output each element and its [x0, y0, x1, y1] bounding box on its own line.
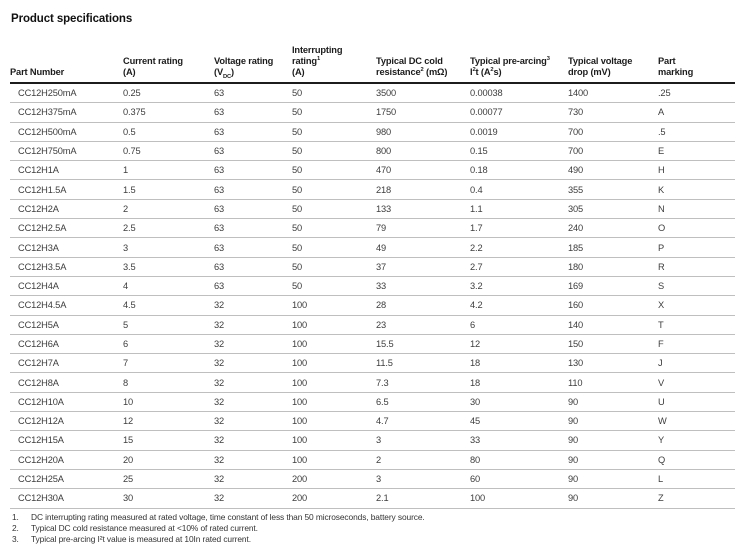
cell-part-marking: O: [658, 219, 735, 238]
cell-current-rating: 20: [123, 450, 214, 469]
table-row: [10, 219, 735, 238]
cell-voltage-rating: 32: [214, 334, 292, 353]
column-header-voltage-rating: Voltage rating $(V_{DC})$: [214, 40, 292, 83]
cell-current-rating: 0.375: [123, 103, 214, 122]
cell-dc-cold-resistance: 15.5: [376, 334, 470, 353]
cell-part-marking: L: [658, 469, 735, 488]
cell-voltage-drop: 180: [568, 257, 658, 276]
cell-voltage-rating: 63: [214, 103, 292, 122]
cell-part-number: CC12H4.5A: [10, 296, 123, 315]
cell-part-number: CC12H20A: [10, 450, 123, 469]
cell-pre-arcing-i2t: 0.15: [470, 141, 568, 160]
cell-interrupting-rating: 50: [292, 276, 376, 295]
cell-interrupting-rating: 100: [292, 450, 376, 469]
cell-voltage-rating: 32: [214, 489, 292, 508]
table-row: [10, 141, 735, 160]
table-row: [10, 315, 735, 334]
cell-part-marking: J: [658, 354, 735, 373]
cell-interrupting-rating: 50: [292, 219, 376, 238]
cell-part-marking: P: [658, 238, 735, 257]
cell-current-rating: 4.5: [123, 296, 214, 315]
cell-interrupting-rating: 100: [292, 431, 376, 450]
cell-part-number: CC12H500mA: [10, 122, 123, 141]
cell-part-number: CC12H250mA: [10, 83, 123, 103]
cell-part-number: CC12H6A: [10, 334, 123, 353]
cell-pre-arcing-i2t: 1.1: [470, 199, 568, 218]
table-row: [10, 450, 735, 469]
cell-voltage-rating: 63: [214, 83, 292, 103]
cell-voltage-rating: 32: [214, 296, 292, 315]
cell-part-marking: .5: [658, 122, 735, 141]
cell-voltage-rating: 32: [214, 450, 292, 469]
cell-dc-cold-resistance: 3: [376, 469, 470, 488]
cell-part-number: CC12H2A: [10, 199, 123, 218]
cell-interrupting-rating: 100: [292, 315, 376, 334]
cell-part-number: CC12H3A: [10, 238, 123, 257]
cell-voltage-drop: 240: [568, 219, 658, 238]
cell-voltage-drop: 700: [568, 122, 658, 141]
cell-current-rating: 25: [123, 469, 214, 488]
cell-pre-arcing-i2t: 3.2: [470, 276, 568, 295]
cell-current-rating: 7: [123, 354, 214, 373]
cell-part-marking: S: [658, 276, 735, 295]
cell-part-marking: H: [658, 161, 735, 180]
table-row: [10, 276, 735, 295]
cell-part-number: CC12H3.5A: [10, 257, 123, 276]
cell-voltage-rating: 63: [214, 199, 292, 218]
cell-part-marking: X: [658, 296, 735, 315]
column-header-part-marking: Part marking: [658, 40, 735, 83]
cell-dc-cold-resistance: 470: [376, 161, 470, 180]
cell-current-rating: 3.5: [123, 257, 214, 276]
cell-voltage-drop: 185: [568, 238, 658, 257]
table-row: [10, 392, 735, 411]
cell-interrupting-rating: 100: [292, 334, 376, 353]
footnote-text: Typical DC cold resistance measured at <10% of rated current.: [31, 522, 258, 533]
cell-voltage-drop: 305: [568, 199, 658, 218]
cell-pre-arcing-i2t: 45: [470, 412, 568, 431]
cell-dc-cold-resistance: 4.7: [376, 412, 470, 431]
cell-voltage-rating: 63: [214, 257, 292, 276]
cell-voltage-rating: 63: [214, 180, 292, 199]
cell-part-marking: U: [658, 392, 735, 411]
table-row: [10, 161, 735, 180]
cell-voltage-drop: 150: [568, 334, 658, 353]
cell-part-number: CC12H12A: [10, 412, 123, 431]
cell-dc-cold-resistance: 2.1: [376, 489, 470, 508]
cell-dc-cold-resistance: 7.3: [376, 373, 470, 392]
cell-current-rating: 8: [123, 373, 214, 392]
cell-pre-arcing-i2t: 2.7: [470, 257, 568, 276]
cell-pre-arcing-i2t: 60: [470, 469, 568, 488]
cell-interrupting-rating: 100: [292, 412, 376, 431]
cell-part-marking: T: [658, 315, 735, 334]
column-header-part-number: Part Number: [10, 40, 123, 83]
cell-part-number: CC12H7A: [10, 354, 123, 373]
cell-voltage-rating: 32: [214, 315, 292, 334]
table-row: [10, 103, 735, 122]
cell-interrupting-rating: 200: [292, 489, 376, 508]
cell-current-rating: 2: [123, 199, 214, 218]
product-spec-table-container: [10, 40, 735, 509]
cell-voltage-rating: 63: [214, 238, 292, 257]
column-header-current-rating: Current rating (A): [123, 40, 214, 83]
cell-voltage-drop: 90: [568, 469, 658, 488]
table-row: [10, 412, 735, 431]
footnote: [12, 512, 722, 523]
cell-pre-arcing-i2t: 0.00077: [470, 103, 568, 122]
cell-pre-arcing-i2t: 0.0019: [470, 122, 568, 141]
footnote-text: Typical pre-arcing I²t value is measured at 10In rated current.: [31, 533, 251, 544]
cell-part-number: CC12H4A: [10, 276, 123, 295]
cell-current-rating: 2.5: [123, 219, 214, 238]
cell-part-marking: E: [658, 141, 735, 160]
cell-current-rating: 0.5: [123, 122, 214, 141]
cell-interrupting-rating: 50: [292, 199, 376, 218]
cell-pre-arcing-i2t: 30: [470, 392, 568, 411]
cell-voltage-rating: 32: [214, 431, 292, 450]
cell-voltage-rating: 32: [214, 373, 292, 392]
cell-pre-arcing-i2t: 18: [470, 373, 568, 392]
header-row: [10, 40, 735, 83]
table-row: [10, 431, 735, 450]
cell-voltage-drop: 90: [568, 412, 658, 431]
cell-pre-arcing-i2t: 100: [470, 489, 568, 508]
column-header-interrupting-rating: Interrupting rating$^1$ (A): [292, 40, 376, 83]
cell-current-rating: 4: [123, 276, 214, 295]
cell-part-number: CC12H25A: [10, 469, 123, 488]
cell-current-rating: 15: [123, 431, 214, 450]
cell-interrupting-rating: 50: [292, 180, 376, 199]
table-row: [10, 180, 735, 199]
cell-part-number: CC12H30A: [10, 489, 123, 508]
cell-interrupting-rating: 100: [292, 354, 376, 373]
cell-voltage-drop: 140: [568, 315, 658, 334]
footnote: [12, 523, 722, 534]
cell-current-rating: 6: [123, 334, 214, 353]
cell-pre-arcing-i2t: 2.2: [470, 238, 568, 257]
cell-pre-arcing-i2t: 6: [470, 315, 568, 334]
table-header: [10, 40, 735, 83]
cell-dc-cold-resistance: 3500: [376, 83, 470, 103]
cell-voltage-rating: 63: [214, 122, 292, 141]
table-row: [10, 83, 735, 103]
cell-part-number: CC12H375mA: [10, 103, 123, 122]
cell-voltage-drop: 90: [568, 431, 658, 450]
cell-dc-cold-resistance: 3: [376, 431, 470, 450]
cell-interrupting-rating: 50: [292, 141, 376, 160]
cell-current-rating: 1: [123, 161, 214, 180]
cell-current-rating: 0.25: [123, 83, 214, 103]
cell-voltage-rating: 32: [214, 412, 292, 431]
cell-current-rating: 3: [123, 238, 214, 257]
table-row: [10, 199, 735, 218]
footnote-number: 2.: [12, 522, 19, 533]
cell-voltage-rating: 63: [214, 219, 292, 238]
cell-voltage-drop: 130: [568, 354, 658, 373]
cell-part-marking: N: [658, 199, 735, 218]
cell-dc-cold-resistance: 980: [376, 122, 470, 141]
cell-voltage-drop: 90: [568, 392, 658, 411]
cell-pre-arcing-i2t: 1.7: [470, 219, 568, 238]
cell-voltage-drop: 90: [568, 489, 658, 508]
cell-dc-cold-resistance: 133: [376, 199, 470, 218]
cell-part-number: CC12H5A: [10, 315, 123, 334]
table-row: [10, 334, 735, 353]
cell-interrupting-rating: 50: [292, 238, 376, 257]
cell-pre-arcing-i2t: 12: [470, 334, 568, 353]
cell-voltage-rating: 63: [214, 141, 292, 160]
cell-interrupting-rating: 50: [292, 83, 376, 103]
cell-part-marking: Z: [658, 489, 735, 508]
cell-voltage-drop: 700: [568, 141, 658, 160]
cell-dc-cold-resistance: 49: [376, 238, 470, 257]
cell-interrupting-rating: 50: [292, 103, 376, 122]
cell-part-marking: K: [658, 180, 735, 199]
cell-voltage-drop: 730: [568, 103, 658, 122]
cell-part-marking: V: [658, 373, 735, 392]
cell-current-rating: 30: [123, 489, 214, 508]
footnote-number: 3.: [12, 533, 19, 544]
footnote-text: DC interrupting rating measured at rated voltage, time constant of less than 50 microseconds, battery source.: [31, 512, 425, 522]
cell-part-marking: A: [658, 103, 735, 122]
cell-voltage-drop: 90: [568, 450, 658, 469]
footnote: [12, 534, 722, 545]
cell-part-number: CC12H1.5A: [10, 180, 123, 199]
table-row: [10, 296, 735, 315]
cell-interrupting-rating: 50: [292, 161, 376, 180]
cell-pre-arcing-i2t: 80: [470, 450, 568, 469]
cell-pre-arcing-i2t: 0.4: [470, 180, 568, 199]
cell-voltage-rating: 63: [214, 276, 292, 295]
cell-interrupting-rating: 50: [292, 122, 376, 141]
cell-pre-arcing-i2t: 33: [470, 431, 568, 450]
cell-pre-arcing-i2t: 0.00038: [470, 83, 568, 103]
cell-dc-cold-resistance: 11.5: [376, 354, 470, 373]
cell-voltage-drop: 160: [568, 296, 658, 315]
cell-voltage-rating: 32: [214, 392, 292, 411]
column-header-pre-arcing-i2t: Typical pre-arcing$^3$ $I^2t$ $(A^2s)$: [470, 40, 568, 83]
cell-voltage-drop: 490: [568, 161, 658, 180]
cell-voltage-drop: 110: [568, 373, 658, 392]
cell-part-marking: .25: [658, 83, 735, 103]
cell-dc-cold-resistance: 800: [376, 141, 470, 160]
column-header-dc-cold-resistance: Typical DC cold resistance$^2$ (mΩ): [376, 40, 470, 83]
table-row: [10, 122, 735, 141]
cell-voltage-drop: 1400: [568, 83, 658, 103]
cell-pre-arcing-i2t: 18: [470, 354, 568, 373]
cell-interrupting-rating: 50: [292, 257, 376, 276]
cell-part-number: CC12H2.5A: [10, 219, 123, 238]
cell-part-number: CC12H1A: [10, 161, 123, 180]
cell-current-rating: 5: [123, 315, 214, 334]
cell-interrupting-rating: 200: [292, 469, 376, 488]
cell-dc-cold-resistance: 37: [376, 257, 470, 276]
cell-part-number: CC12H15A: [10, 431, 123, 450]
cell-voltage-rating: 32: [214, 354, 292, 373]
cell-dc-cold-resistance: 28: [376, 296, 470, 315]
product-spec-table: [10, 40, 735, 509]
cell-part-number: CC12H750mA: [10, 141, 123, 160]
cell-interrupting-rating: 100: [292, 392, 376, 411]
cell-part-marking: Y: [658, 431, 735, 450]
cell-current-rating: 10: [123, 392, 214, 411]
table-row: [10, 238, 735, 257]
cell-dc-cold-resistance: 6.5: [376, 392, 470, 411]
table-row: [10, 257, 735, 276]
cell-part-number: CC12H10A: [10, 392, 123, 411]
cell-part-number: CC12H8A: [10, 373, 123, 392]
cell-dc-cold-resistance: 218: [376, 180, 470, 199]
page-title: Product specifications: [11, 13, 133, 25]
cell-part-marking: W: [658, 412, 735, 431]
footnotes: [12, 512, 722, 544]
cell-dc-cold-resistance: 2: [376, 450, 470, 469]
table-row: [10, 469, 735, 488]
cell-part-marking: Q: [658, 450, 735, 469]
cell-voltage-rating: 32: [214, 469, 292, 488]
cell-dc-cold-resistance: 1750: [376, 103, 470, 122]
cell-current-rating: 0.75: [123, 141, 214, 160]
table-row: [10, 489, 735, 508]
cell-interrupting-rating: 100: [292, 373, 376, 392]
footnote-number: 1.: [12, 512, 19, 522]
column-header-voltage-drop: Typical voltage drop (mV): [568, 40, 658, 83]
cell-voltage-drop: 169: [568, 276, 658, 295]
cell-dc-cold-resistance: 79: [376, 219, 470, 238]
table-row: [10, 354, 735, 373]
cell-part-marking: R: [658, 257, 735, 276]
table-row: [10, 373, 735, 392]
cell-current-rating: 1.5: [123, 180, 214, 199]
cell-current-rating: 12: [123, 412, 214, 431]
cell-dc-cold-resistance: 23: [376, 315, 470, 334]
cell-voltage-rating: 63: [214, 161, 292, 180]
table-body: [10, 83, 735, 508]
cell-pre-arcing-i2t: 0.18: [470, 161, 568, 180]
cell-pre-arcing-i2t: 4.2: [470, 296, 568, 315]
cell-voltage-drop: 355: [568, 180, 658, 199]
cell-part-marking: F: [658, 334, 735, 353]
cell-dc-cold-resistance: 33: [376, 276, 470, 295]
cell-interrupting-rating: 100: [292, 296, 376, 315]
